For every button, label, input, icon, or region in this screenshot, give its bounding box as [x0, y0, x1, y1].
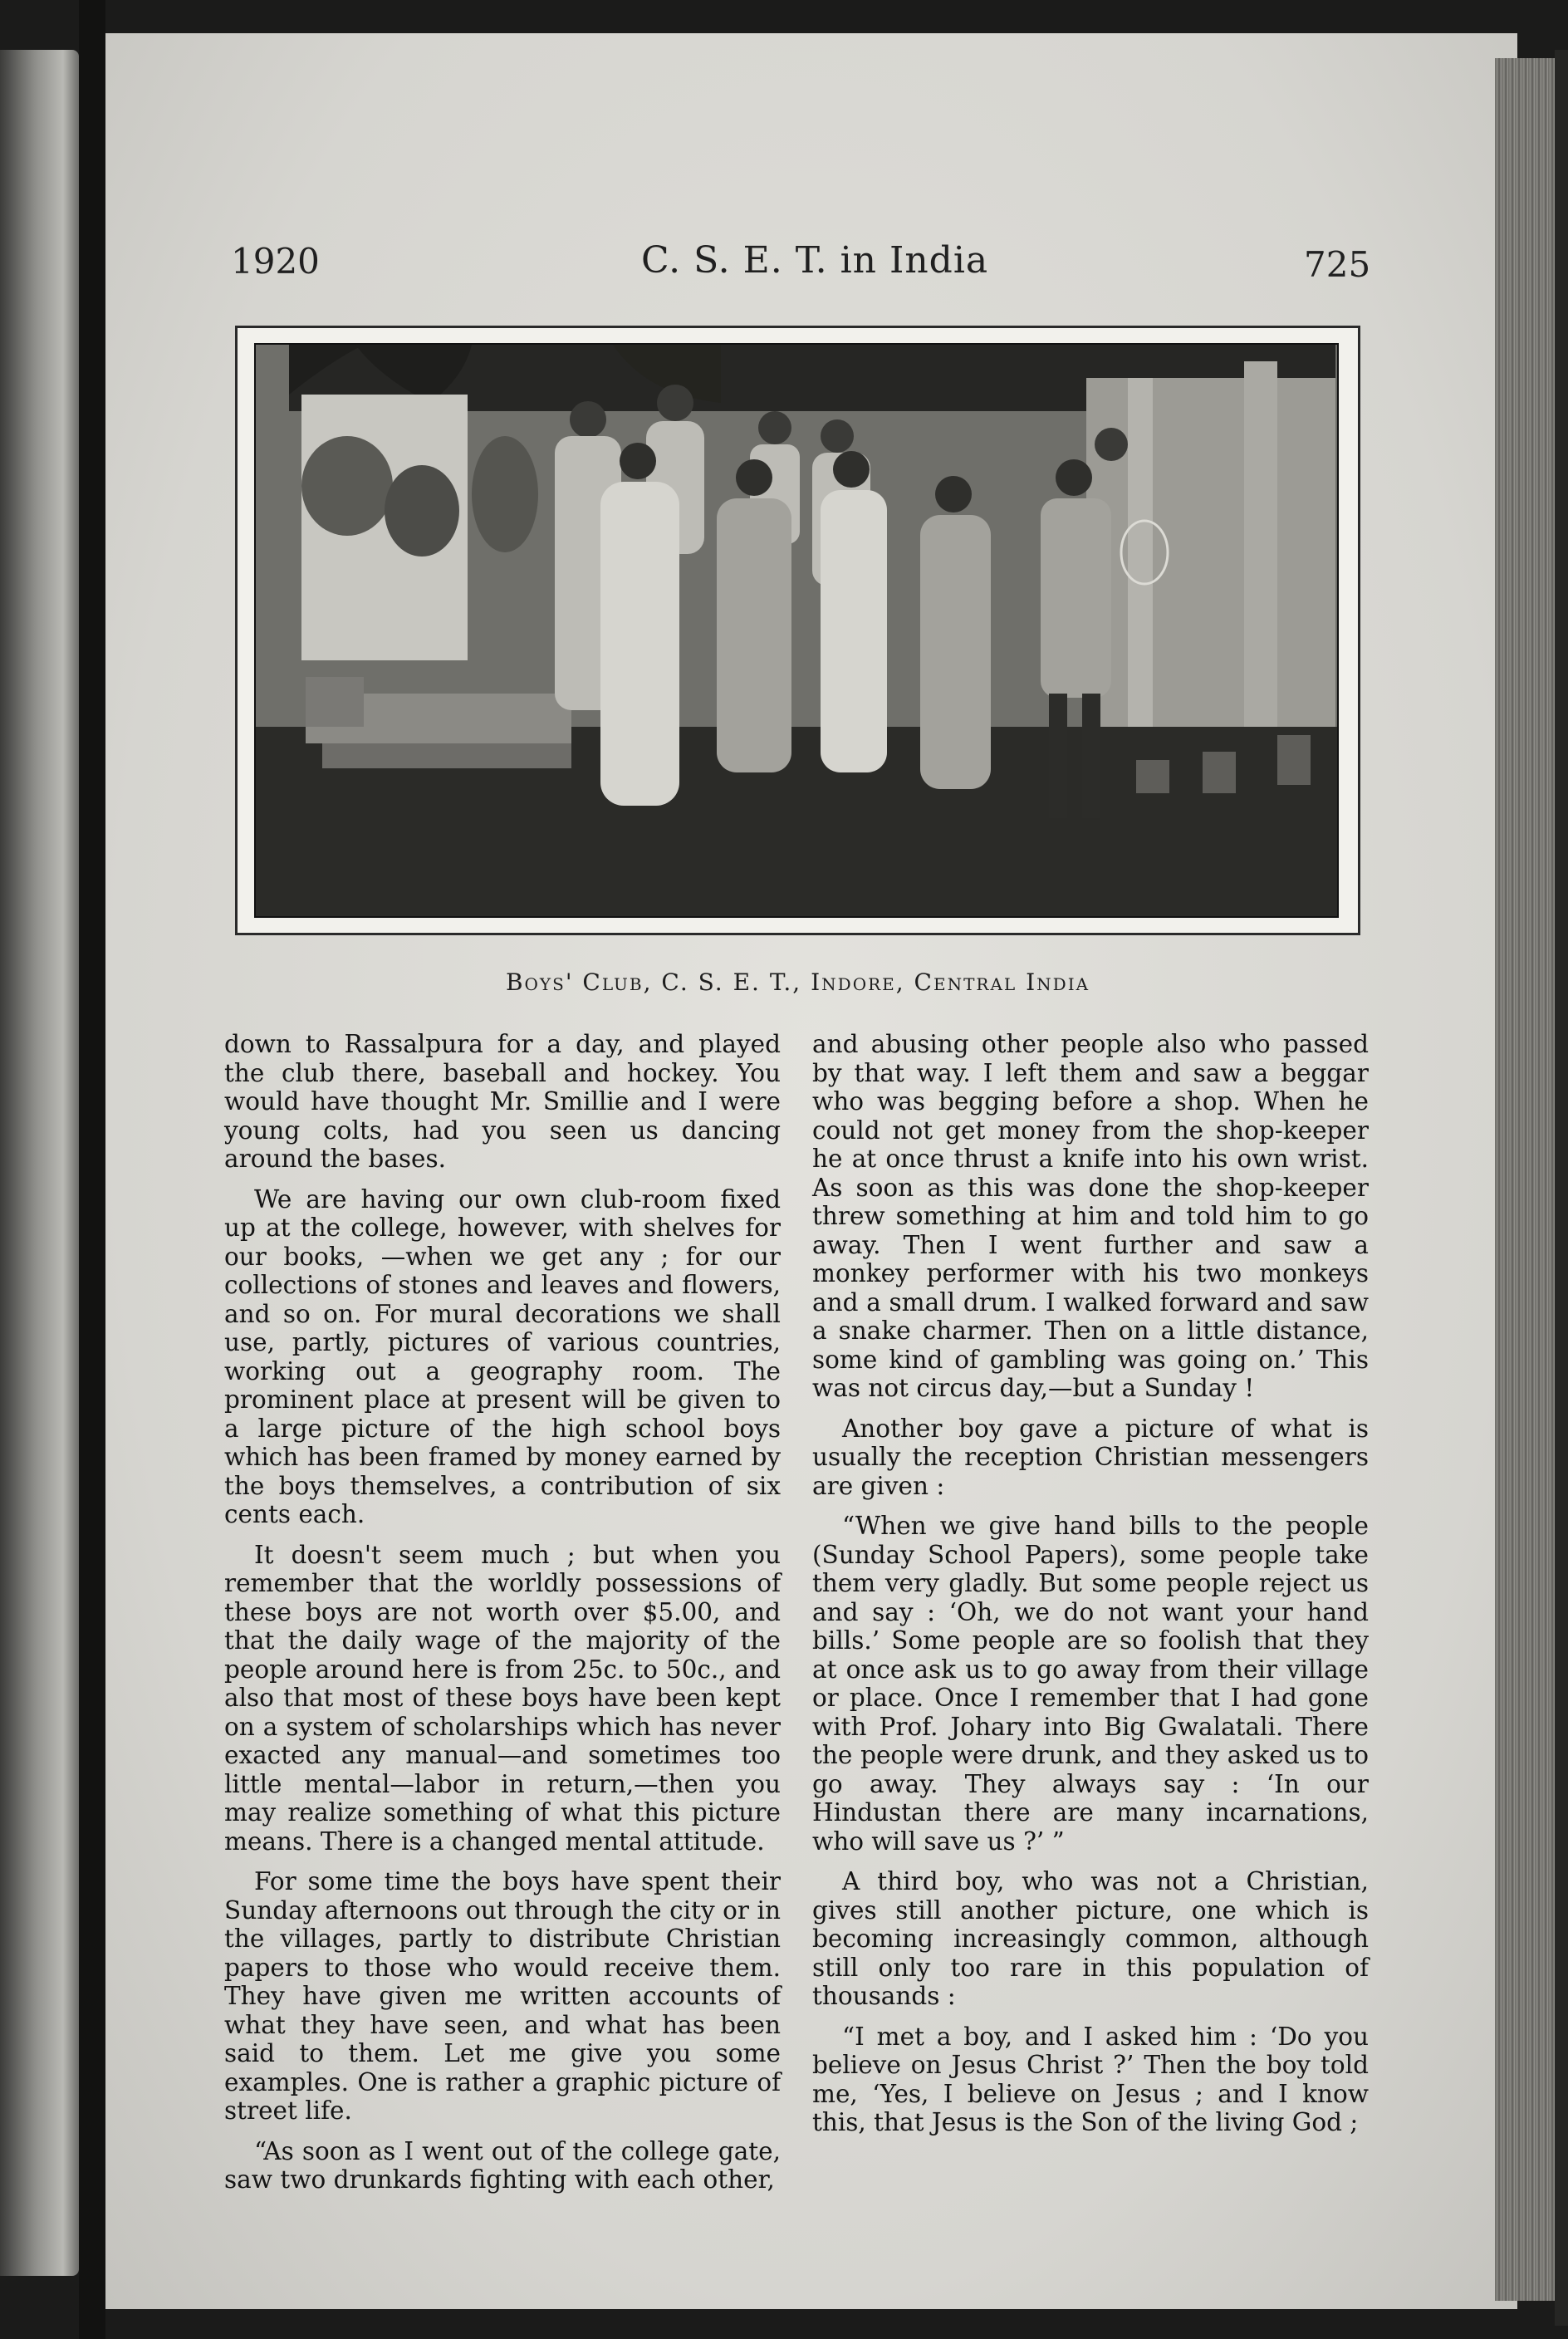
header-year: 1920	[231, 241, 320, 282]
paragraph: It doesn't seem much ; but when you remember that the worldly possessions of these boys are not worth over $5.00, and that the daily wage of the majority of the people around here is from 25c. to 50c., and also that most of these boys have been kept on a system of scholarships which has never exacted any manual—and sometimes too little mental—labor in return,—then you may realize something of what this picture means. There is a changed mental attitude.	[224, 1540, 781, 1856]
paragraph: and abusing other people also who passed by that way. I left them and saw a beggar who was begging before a shop. When he could not get money from the shop-keeper he at once thrust a knife into his own wrist. As soon as this was done the shop-keeper threw something at him and told him to go away. Then I went further and saw a monkey performer with his two monkeys and a small drum. I walked forward and saw a snake charmer. Then on a little distance, some kind of gambling was going on.’ This was not circus day,—but a Sunday !	[812, 1030, 1369, 1402]
photo-caption: Boys' Club, C. S. E. T., Indore, Central India	[505, 968, 1090, 996]
left-page-edge	[0, 50, 79, 2276]
paragraph: We are having our own club-room fixed up at the college, however, with shelves for our books, —when we get any ; for our collections of stones and leaves and flowers, and so on. For mural decorations we shall use, partly, pictures of various countries, working out a geography room. The prominent place at present will be given to a large picture of the high school boys which has been framed by money earned by the boys themselves, a contribution of six cents each.	[224, 1184, 781, 1528]
right-column	[812, 1030, 1369, 2149]
left-column	[224, 1030, 781, 2206]
paragraph: For some time the boys have spent their Sunday afternoons out through the city or in the villages, partly to distribute Christian papers to those who would receive them. They have given me written accounts of what they have seen, and what has been said to them. Let me give you some examples. One is rather a graphic picture of street life.	[224, 1867, 781, 2125]
book-gutter	[79, 0, 105, 2339]
paragraph: “I met a boy, and I asked him : ‘Do you believe on Jesus Christ ?’ Then the boy told me, ‘Yes, I believe on Jesus ; and I know this, that Jesus is the Son of the living God ;	[812, 2022, 1369, 2136]
paragraph: down to Rassalpura for a day, and played the club there, baseball and hockey. You would have thought Mr. Smillie and I were young colts, had you seen us dancing around the bases.	[224, 1030, 781, 1173]
paragraph: “When we give hand bills to the people (Sunday School Papers), some people take them very gladly. But some people reject us and say : ‘Oh, we do not want your hand bills.’ Some people are so foolish that they at once ask us to go away from their village or place. Once I remember that I had gone with Prof. Johary into Big Gwalatali. There the people were drunk, and they asked us to go away. They always say : ‘In our Hindustan there are many incarnations, who will save us ?’ ”	[812, 1512, 1369, 1856]
photo-frame	[235, 326, 1360, 935]
boys-club-photograph	[254, 343, 1339, 918]
paragraph: Another boy gave a picture of what is usually the reception Christian messengers are given :	[812, 1414, 1369, 1500]
page-number: 725	[1304, 244, 1371, 285]
page-stack-edge	[1495, 58, 1555, 2301]
header-title: C. S. E. T. in India	[641, 239, 989, 282]
page-shadow	[1555, 50, 1568, 2326]
paragraph: A third boy, who was not a Christian, gives still another picture, one which is becoming increasingly common, although still only too rare in this population of thousands :	[812, 1867, 1369, 2010]
running-header	[125, 208, 1371, 285]
paragraph: “As soon as I went out of the college gate, saw two drunkards fighting with each other,	[224, 2136, 781, 2194]
